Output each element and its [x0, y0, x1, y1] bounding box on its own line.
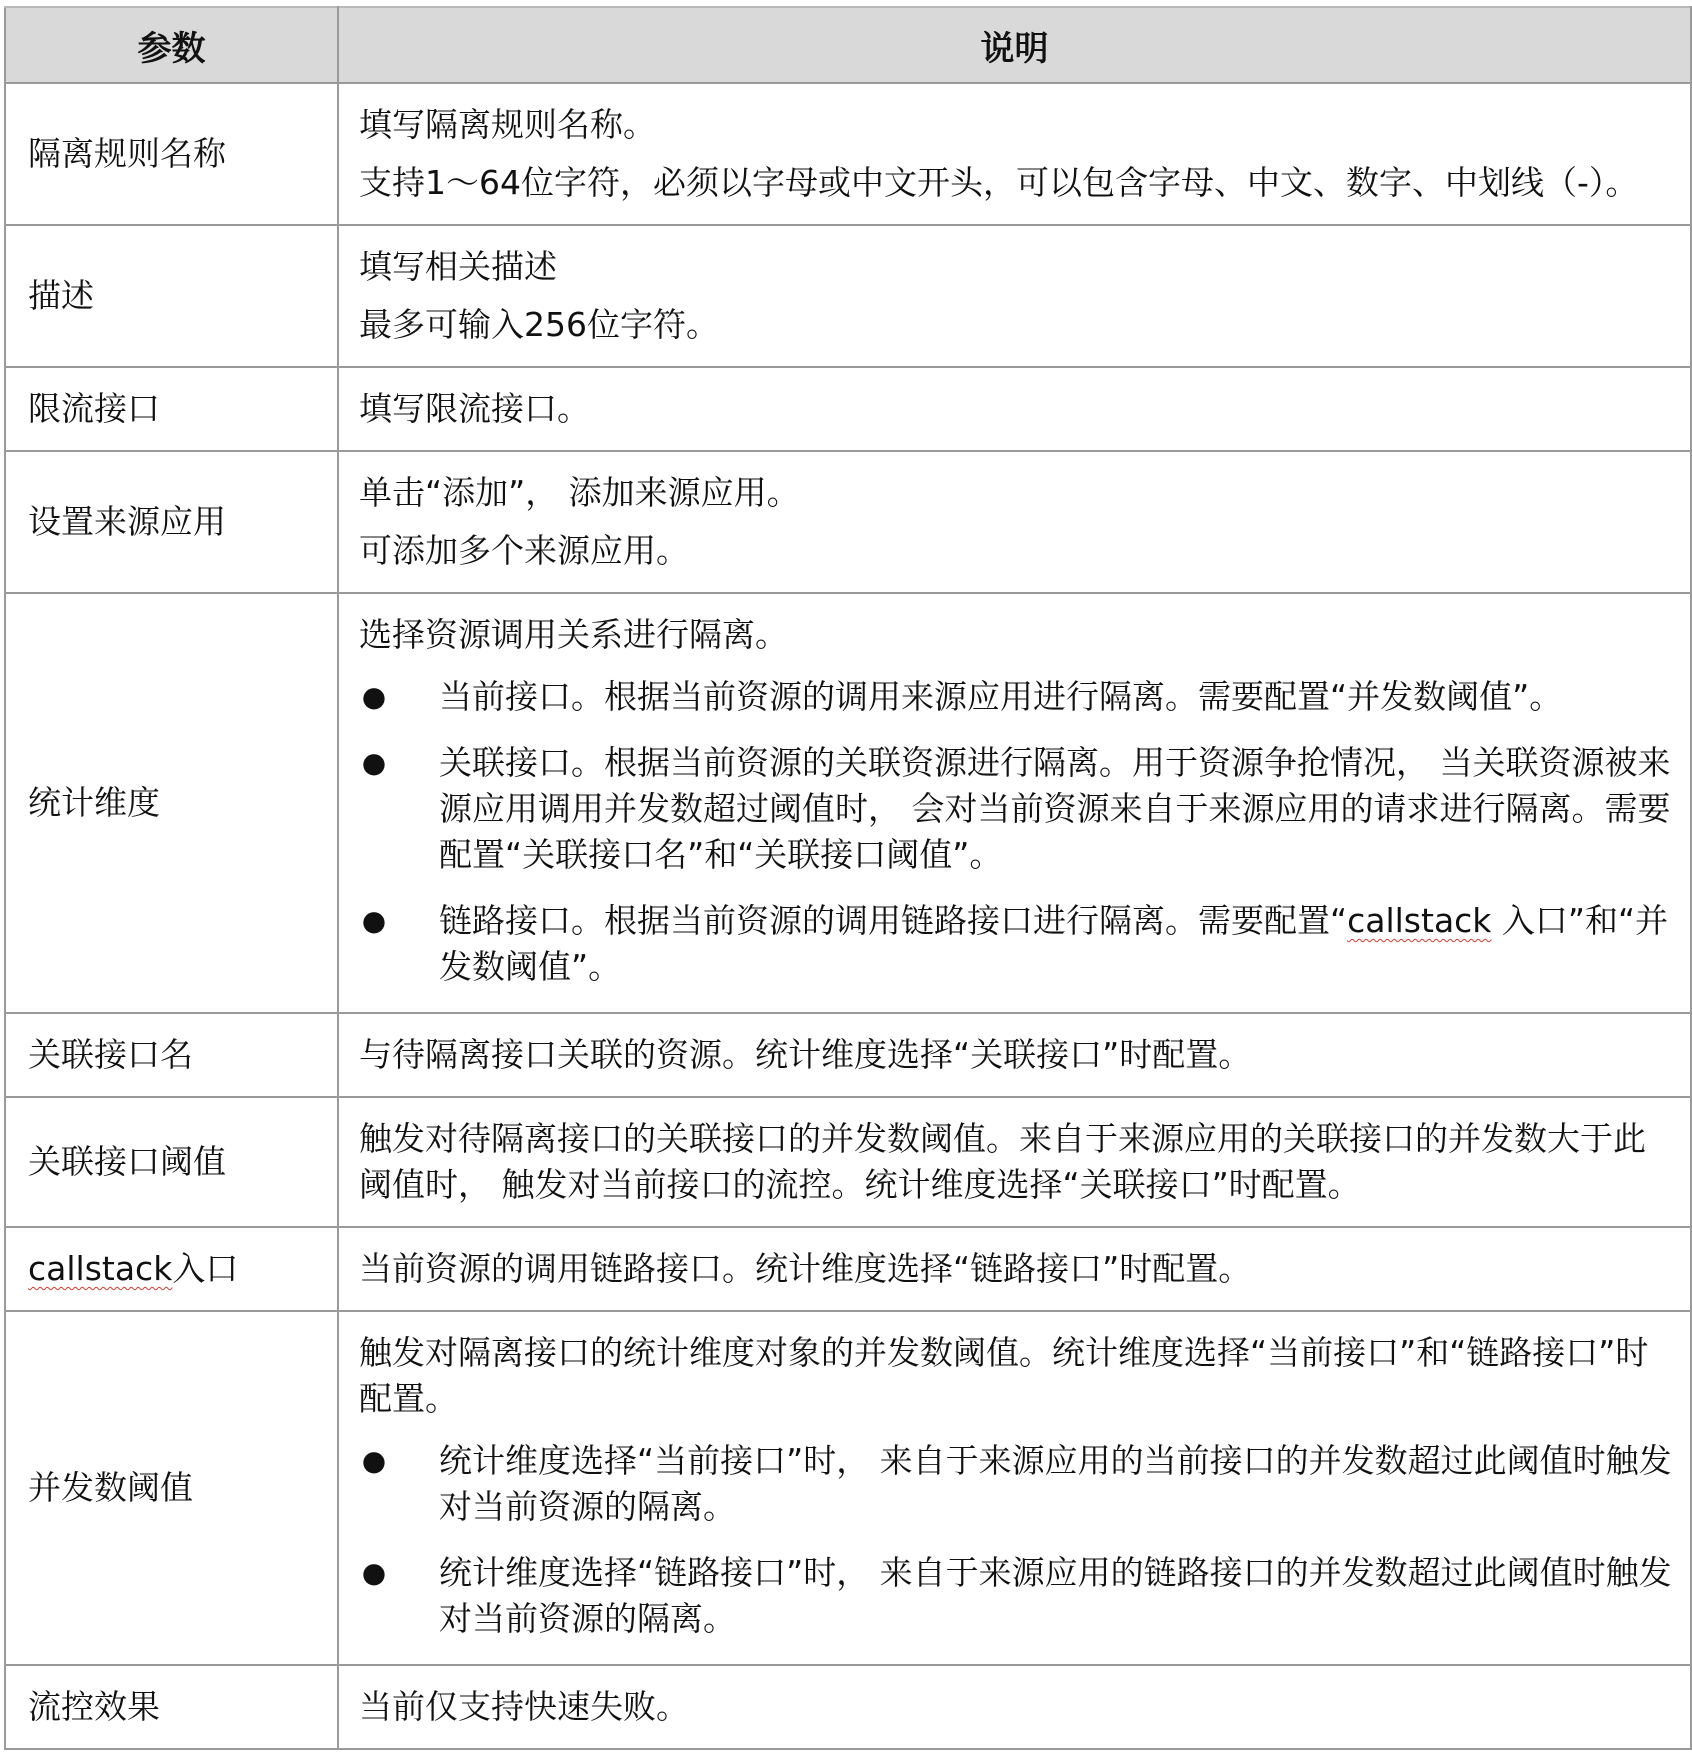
desc-line: 与待隔离接口关联的资源。统计维度选择“关联接口”时配置。: [359, 1035, 1252, 1074]
table-row: [5, 1311, 1691, 1665]
bullet-item: [359, 1428, 1674, 1540]
desc-line: 填写隔离规则名称。: [359, 105, 656, 144]
bullet-list: [359, 1428, 1674, 1652]
table-row: [5, 1097, 1691, 1227]
desc-line: 选择资源调用关系进行隔离。: [359, 615, 788, 654]
param-cell: 关联接口阈值: [5, 1097, 338, 1227]
header-param: 参数: [5, 7, 338, 83]
desc-cell: [338, 1311, 1691, 1665]
table-row: [5, 1665, 1691, 1749]
desc-cell: [338, 1665, 1691, 1749]
table-row: [5, 225, 1691, 367]
table-row: [5, 83, 1691, 225]
bullet-dot-icon: ●: [361, 904, 387, 937]
bullet-text: 关联接口。根据当前资源的关联资源进行隔离。用于资源争抢情况， 当关联资源被来源应用调用并发数超过阈值时， 会对当前资源来自于来源应用的请求进行隔离。需要配置“关联接口名”和“关联接口阈值”。: [439, 743, 1671, 874]
desc-cell: [338, 83, 1691, 225]
param-cell: 隔离规则名称: [5, 83, 338, 225]
desc-line: 触发对待隔离接口的关联接口的并发数阈值。来自于来源应用的关联接口的并发数大于此阈值时， 触发对当前接口的流控。统计维度选择“关联接口”时配置。: [359, 1119, 1646, 1204]
bullet-text: 当前接口。根据当前资源的调用来源应用进行隔离。需要配置“并发数阈值”。: [439, 677, 1563, 716]
param-text: 入口: [172, 1249, 239, 1288]
desc-line: 触发对隔离接口的统计维度对象的并发数阈值。统计维度选择“当前接口”和“链路接口”时配置。: [359, 1333, 1649, 1418]
bullet-dot-icon: ●: [361, 746, 387, 779]
desc-cell: [338, 451, 1691, 593]
desc-cell: [338, 367, 1691, 451]
table-row: [5, 1227, 1691, 1311]
param-cell: 描述: [5, 225, 338, 367]
table-row: [5, 451, 1691, 593]
bullet-item: [359, 730, 1674, 888]
param-cell: 流控效果: [5, 1665, 338, 1749]
bullet-item: [359, 1540, 1674, 1652]
desc-line: 当前资源的调用链路接口。统计维度选择“链路接口”时配置。: [359, 1249, 1252, 1288]
bullet-text: 统计维度选择“链路接口”时， 来自于来源应用的链路接口的并发数超过此阈值时触发对当前资源的隔离。: [439, 1553, 1672, 1638]
desc-cell: [338, 593, 1691, 1013]
desc-line: 单击“添加”， 添加来源应用。: [359, 473, 800, 512]
desc-cell: [338, 1013, 1691, 1097]
table-row: [5, 1013, 1691, 1097]
param-cell: 并发数阈值: [5, 1311, 338, 1665]
desc-line: 填写相关描述: [359, 247, 557, 286]
bullet-dot-icon: ●: [361, 680, 387, 713]
desc-line: 支持1～64位字符，必须以字母或中文开头，可以包含字母、中文、数字、中划线（-）。: [359, 163, 1639, 202]
bullet-item: [359, 664, 1674, 730]
bullet-text: 统计维度选择“当前接口”时， 来自于来源应用的当前接口的并发数超过此阈值时触发对当前资源的隔离。: [439, 1441, 1672, 1526]
param-cell: 设置来源应用: [5, 451, 338, 593]
param-code-term: callstack: [28, 1249, 173, 1288]
bullet-item: [359, 888, 1674, 1000]
bullet-code-term: callstack: [1347, 901, 1492, 940]
desc-cell: [338, 1097, 1691, 1227]
desc-line: 最多可输入256位字符。: [359, 305, 719, 344]
bullet-dot-icon: ●: [361, 1444, 387, 1477]
parameter-table: [4, 6, 1692, 1750]
desc-cell: [338, 1227, 1691, 1311]
desc-line: 可添加多个来源应用。: [359, 531, 689, 570]
bullet-text-before: 链路接口。根据当前资源的调用链路接口进行隔离。需要配置“: [439, 901, 1348, 940]
table-row: [5, 593, 1691, 1013]
desc-cell: [338, 225, 1691, 367]
header-desc: 说明: [338, 7, 1691, 83]
desc-line: 填写限流接口。: [359, 389, 590, 428]
bullet-list: [359, 664, 1674, 1000]
param-cell: [5, 1227, 338, 1311]
bullet-text-after: 入口”和“并发数阈值”。: [439, 901, 1669, 986]
param-cell: 统计维度: [5, 593, 338, 1013]
bullet-dot-icon: ●: [361, 1556, 387, 1589]
param-cell: 关联接口名: [5, 1013, 338, 1097]
table-header-row: [5, 7, 1691, 83]
desc-line: 当前仅支持快速失败。: [359, 1687, 689, 1726]
param-cell: 限流接口: [5, 367, 338, 451]
table-row: [5, 367, 1691, 451]
